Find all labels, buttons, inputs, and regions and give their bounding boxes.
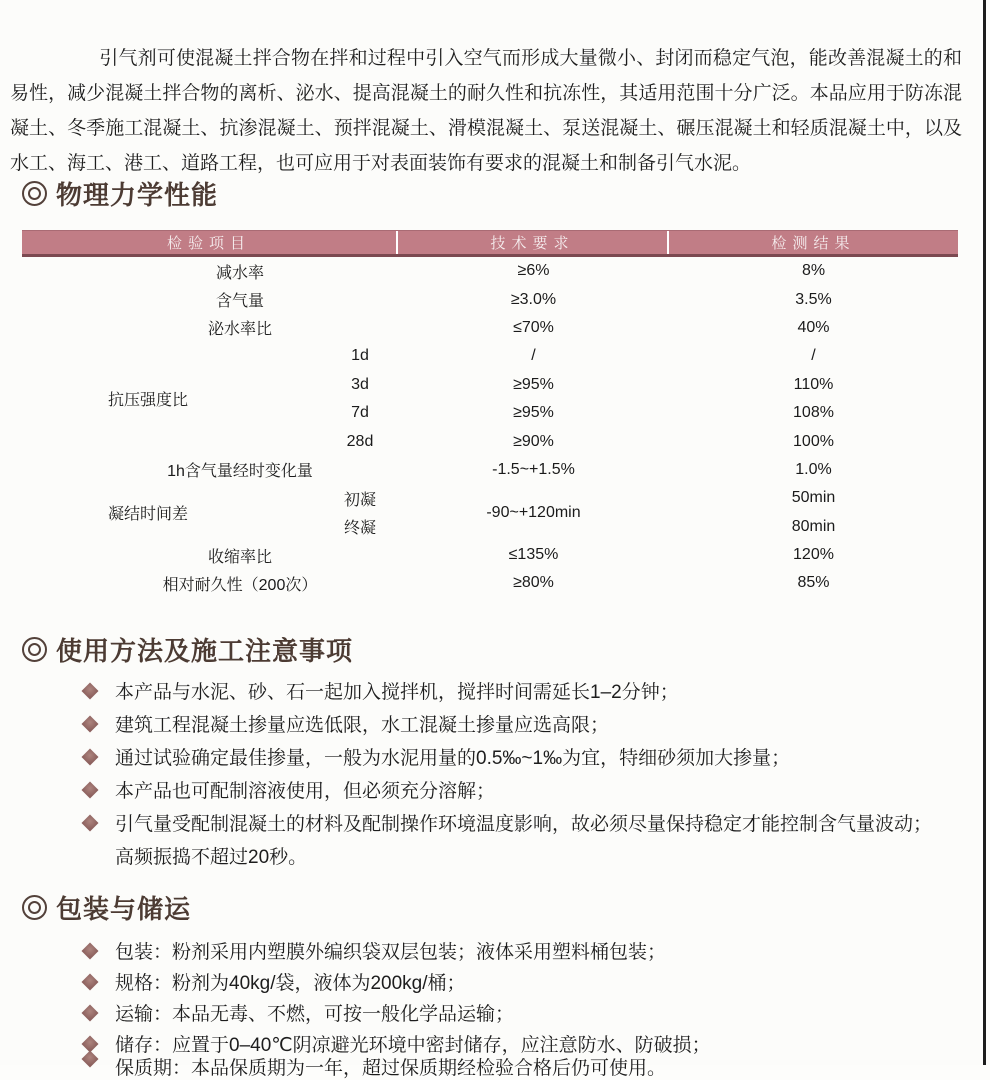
bullet-item xyxy=(82,966,962,997)
bullet-item xyxy=(82,935,962,966)
bullet-text: 本产品也可配制溶液使用，但必须充分溶解； xyxy=(115,781,496,802)
diamond-bullet-icon xyxy=(82,718,115,730)
cell-item-wrap xyxy=(22,513,398,541)
diamond-bullet-icon xyxy=(82,1053,115,1065)
bullseye-icon xyxy=(22,895,47,920)
packaging-bullet-list xyxy=(82,935,962,1059)
cell-item-wrap xyxy=(22,371,398,399)
merged-cell-name: 凝结时间差 xyxy=(108,506,189,524)
bullet-text: 高频振捣不超过20秒。 xyxy=(115,847,308,868)
cell-requirement: ≥90% xyxy=(513,432,554,450)
cell-result: / xyxy=(811,347,816,365)
cell-item: 泌水率比 xyxy=(207,321,272,339)
cell-requirement: -1.5~+1.5% xyxy=(492,460,575,478)
merged-cell-name: 抗压强度比 xyxy=(108,392,189,410)
cell-result: 40% xyxy=(797,318,830,336)
diamond-bullet-icon xyxy=(82,945,115,957)
cell-sub-item: 终凝 xyxy=(343,520,376,538)
diamond-bullet-icon xyxy=(82,685,115,697)
column-header-result: 检测结果 xyxy=(771,235,856,252)
cell-result: 80min xyxy=(791,517,836,535)
cell-result: 1.0% xyxy=(795,460,832,478)
table-body xyxy=(22,257,958,598)
table-row xyxy=(22,456,958,484)
cell-sub-item: 3d xyxy=(351,375,369,393)
cell-item-wrap xyxy=(22,427,398,455)
table-row xyxy=(22,569,958,597)
bullet-text: 本产品与水泥、砂、石一起加入搅拌机，搅拌时间需延长1–2分钟； xyxy=(115,682,679,703)
table-row xyxy=(22,257,958,285)
cell-requirement: ≥3.0% xyxy=(510,290,557,308)
bullet-item xyxy=(82,997,962,1028)
bullet-item xyxy=(82,773,962,806)
cell-requirement: ≤70% xyxy=(513,318,554,336)
cell-result: 120% xyxy=(793,546,834,564)
section-heading-packaging xyxy=(22,889,191,926)
section-title: 包装与储运 xyxy=(56,894,192,924)
column-header-item: 检验项目 xyxy=(22,231,398,254)
usage-bullet-list xyxy=(82,674,962,872)
bullet-item xyxy=(82,806,962,839)
section-heading-physical xyxy=(22,175,218,212)
cell-item-wrap xyxy=(22,314,398,342)
bullet-item xyxy=(82,707,962,740)
section-title: 物理力学性能 xyxy=(56,180,219,210)
table-header-row xyxy=(22,230,958,257)
diamond-bullet-icon xyxy=(82,751,115,763)
intro-paragraph: 引气剂可使混凝土拌合物在拌和过程中引入空气而形成大量微小、封闭而稳定气泡，能改善混凝土的和易性，减少混凝土拌合物的离析、泌水、提高混凝土的耐久性和抗冻性，其适用范围十分广泛。本品应用于防冻混凝土、冬季施工混凝土、抗渗混凝土、预拌混凝土、滑模混凝土、泵送混凝土、碾压混凝土和轻质混凝土中，以及水工、海工、港工、道路工程，也可应用于对表面装饰有要求的混凝土和制备引气水泥。 xyxy=(10,48,962,174)
cell-item-wrap xyxy=(22,456,398,484)
bullet-text: 包装：粉剂采用内塑膜外编织袋双层包装；液体采用塑料桶包装； xyxy=(115,942,667,963)
cell-item-wrap xyxy=(22,484,398,512)
cell-requirement: ≤135% xyxy=(508,546,559,564)
diamond-bullet-icon xyxy=(82,817,115,829)
page-edge-scan-line xyxy=(983,0,986,1065)
bullet-text: 运输：本品无毒、不燃，可按一般化学品运输； xyxy=(115,1004,515,1025)
cell-requirement: ≥80% xyxy=(513,574,554,592)
cell-result: 50min xyxy=(791,489,836,507)
cell-result: 8% xyxy=(801,262,826,280)
properties-table xyxy=(22,230,958,598)
bullseye-icon xyxy=(22,181,47,206)
bullet-item-continuation xyxy=(82,839,962,872)
cell-result: 108% xyxy=(793,404,834,422)
cell-sub-item: 28d xyxy=(346,432,374,450)
cell-result: 3.5% xyxy=(795,290,832,308)
cell-result: 85% xyxy=(797,574,830,592)
cell-item: 1h含气量经时变化量 xyxy=(167,463,313,481)
cell-requirement: ≥95% xyxy=(513,404,554,422)
cell-item: 收缩率比 xyxy=(207,548,272,566)
diamond-bullet-icon xyxy=(82,784,115,796)
cell-item-wrap xyxy=(22,257,398,285)
diamond-bullet-icon xyxy=(82,976,115,988)
cell-sub-item: 1d xyxy=(351,347,369,365)
bullet-item xyxy=(82,740,962,773)
bullet-text: 通过试验确定最佳掺量，一般为水泥用量的0.5‰~1‰为宜，特细砂须加大掺量； xyxy=(115,748,791,769)
cell-item-wrap xyxy=(22,399,398,427)
cell-sub-item: 初凝 xyxy=(343,491,376,509)
cell-requirement: / xyxy=(531,347,536,365)
cutoff-text: 保质期：本品保质期为一年，超过保质期经检验合格后仍可使用。 xyxy=(115,1058,667,1079)
bottom-cutoff-line xyxy=(82,1053,962,1080)
cell-item: 减水率 xyxy=(215,264,264,282)
diamond-bullet-icon xyxy=(82,1007,115,1019)
merged-cell-req: -90~+120min xyxy=(486,503,581,521)
table-row xyxy=(22,541,958,569)
cell-result: 110% xyxy=(793,375,834,393)
section-heading-usage xyxy=(22,631,353,668)
cell-item-wrap xyxy=(22,285,398,313)
bullet-text: 建筑工程混凝土掺量应选低限，水工混凝土掺量应选高限； xyxy=(115,715,610,736)
diamond-bullet-icon xyxy=(82,1038,115,1050)
cell-item-wrap xyxy=(22,541,398,569)
bullseye-icon xyxy=(22,637,47,662)
table-row xyxy=(22,314,958,342)
bullet-text: 引气量受配制混凝土的材料及配制操作环境温度影响，故必须尽量保持稳定才能控制含气量波动； xyxy=(115,814,933,835)
cell-item: 含气量 xyxy=(215,293,264,311)
cell-requirement: ≥6% xyxy=(517,262,550,280)
cell-result: 100% xyxy=(793,432,834,450)
cell-item: 相对耐久性（200次） xyxy=(162,576,318,594)
column-header-requirement: 技术要求 xyxy=(398,231,669,254)
cell-item-wrap xyxy=(22,569,398,597)
section-title: 使用方法及施工注意事项 xyxy=(56,636,354,666)
cell-requirement: ≥95% xyxy=(513,375,554,393)
bullet-item xyxy=(82,674,962,707)
bullet-text: 规格：粉剂为40kg/袋，液体为200kg/桶； xyxy=(115,973,466,994)
bullet-text: 储存：应置于0–40℃阴凉避光环境中密封储存，应注意防水、防破损； xyxy=(115,1035,711,1056)
cell-item-wrap xyxy=(22,342,398,370)
cell-sub-item: 7d xyxy=(351,404,369,422)
table-row xyxy=(22,285,958,313)
